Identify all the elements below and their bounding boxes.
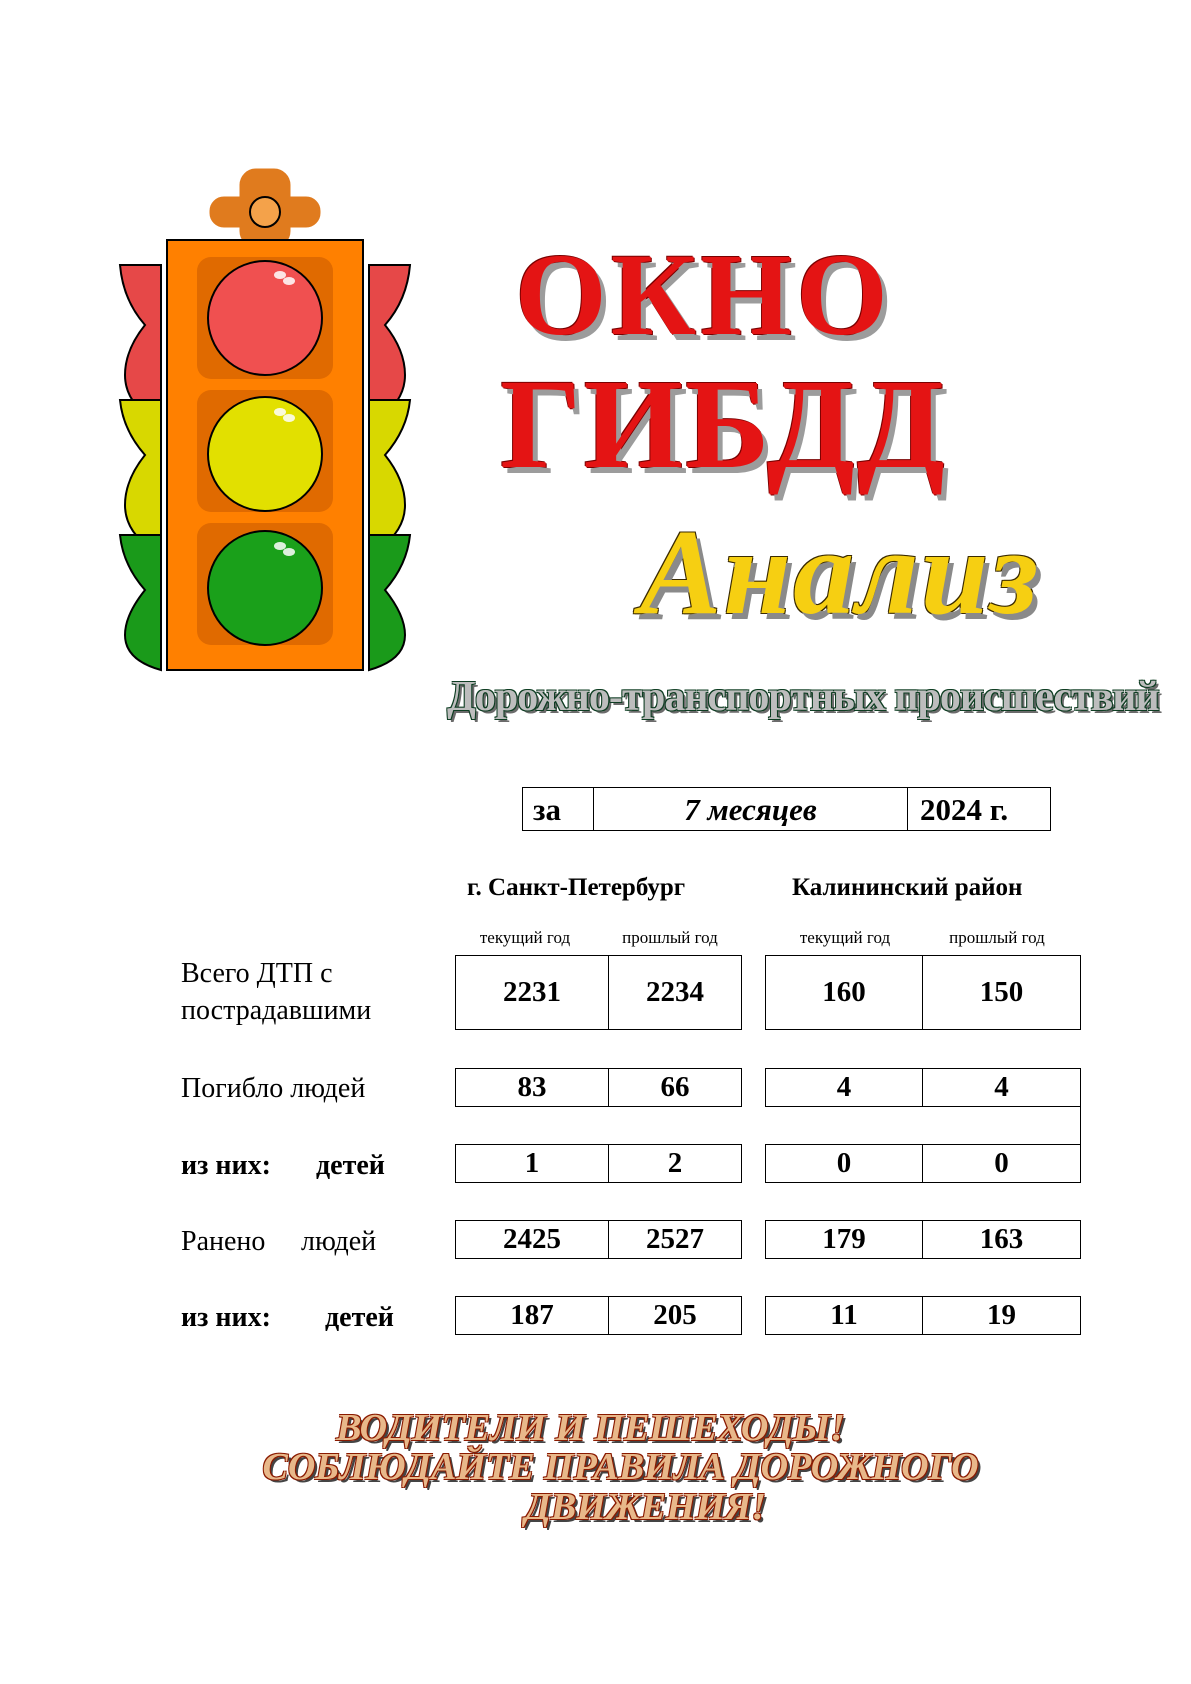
row-label-killed: Погибло людей (181, 1073, 366, 1104)
title-analiz: Анализ (640, 505, 1041, 640)
kal-previous-header: прошлый год (949, 928, 1045, 947)
injured-spb-current: 2425 (456, 1221, 609, 1258)
table-row (765, 955, 1081, 1030)
total-kal-current: 160 (766, 956, 923, 1029)
injured-children-spb-previous: 205 (653, 1299, 697, 1331)
row-label-total-2: пострадавшими (181, 995, 372, 1026)
period-prefix: за (523, 788, 594, 830)
subtitle: Дорожно-транспортных происшествий (447, 674, 1159, 720)
row-label-total: Всего ДТП с (181, 958, 333, 989)
injured-spb-previous: 2527 (646, 1223, 704, 1255)
green-light (208, 531, 322, 645)
injured-children-kal-previous: 19 (987, 1299, 1016, 1331)
killed-kal-previous: 4 (994, 1071, 1009, 1103)
killed-children-spb-current: 1 (456, 1145, 609, 1182)
table-row (765, 1220, 1081, 1259)
spb-current-header: текущий год (479, 928, 571, 947)
row-label-killed-children-b: детей (316, 1150, 385, 1181)
slogan-line-3: ДВИЖЕНИЯ! (524, 1486, 767, 1528)
slogan-line-2: СОБЛЮДАЙТЕ ПРАВИЛА ДОРОЖНОГО (262, 1446, 979, 1488)
injured-kal-previous: 163 (979, 1223, 1024, 1255)
table-divider (1080, 1106, 1081, 1144)
table-row (455, 1068, 742, 1107)
region-spb-title: г. Санкт-Петербург (467, 874, 686, 901)
killed-children-spb-previous: 2 (667, 1147, 683, 1179)
table-row (455, 955, 742, 1030)
period-months: 7 месяцев (594, 788, 908, 830)
region-kalininsky-title: Калининский район (792, 874, 1023, 901)
row-label-injured: Ранено (181, 1226, 266, 1257)
table-row (765, 1296, 1081, 1335)
title-okno: ОКНО (515, 229, 892, 360)
total-kal-previous: 150 (979, 976, 1024, 1008)
table-row (765, 1144, 1081, 1183)
yellow-light (208, 397, 322, 511)
row-label-injured-b: людей (301, 1226, 377, 1257)
killed-spb-previous: 66 (660, 1071, 690, 1103)
title-gibdd: ГИБДД (500, 353, 947, 495)
row-label-injured-children: из них: (181, 1302, 271, 1333)
table-row (455, 1296, 742, 1335)
table-row (455, 1220, 742, 1259)
row-label-injured-children-b: детей (325, 1302, 394, 1333)
period-year: 2024 г. (920, 792, 1009, 827)
period-box (522, 787, 1051, 831)
kal-current-header: текущий год (799, 928, 891, 947)
injured-children-kal-current: 11 (766, 1297, 923, 1334)
killed-kal-current: 4 (766, 1069, 923, 1106)
traffic-light-icon (115, 165, 415, 675)
slogan-line-1: ВОДИТЕЛИ И ПЕШЕХОДЫ! (336, 1407, 845, 1449)
total-spb-current: 2231 (456, 956, 609, 1029)
killed-spb-current: 83 (456, 1069, 609, 1106)
table-row (765, 1068, 1081, 1107)
table-row (455, 1144, 742, 1183)
injured-children-spb-current: 187 (456, 1297, 609, 1334)
killed-children-kal-previous: 0 (994, 1147, 1009, 1179)
row-label-killed-children: из них: (181, 1150, 271, 1181)
injured-kal-current: 179 (766, 1221, 923, 1258)
killed-children-kal-current: 0 (766, 1145, 923, 1182)
total-spb-previous: 2234 (646, 976, 704, 1008)
spb-previous-header: прошлый год (622, 928, 718, 947)
red-light (208, 261, 322, 375)
